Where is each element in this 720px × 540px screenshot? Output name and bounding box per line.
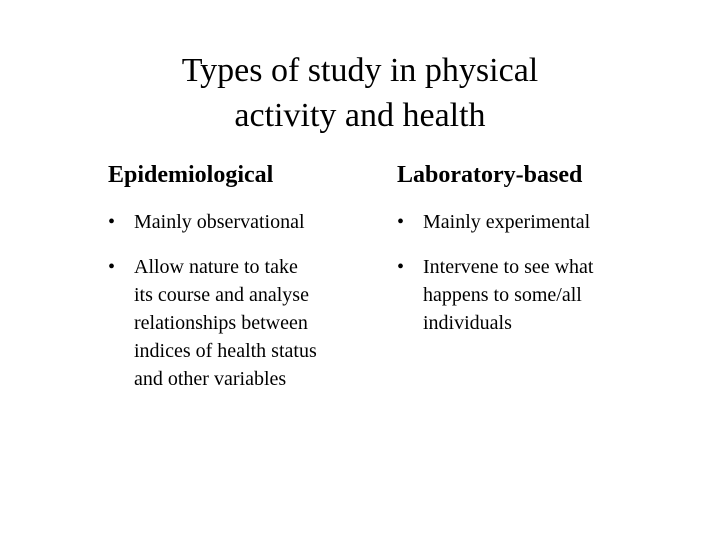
slide-title-line-1: Types of study in physical [181,52,539,89]
bullet-text-line: happens to some/all [423,284,582,306]
bullet-item [108,253,378,393]
bullet-icon: • [397,256,405,278]
epidemiological-heading: Epidemiological [108,162,274,188]
bullet-text-line: Allow nature to take [134,256,298,278]
bullet-text-line: Intervene to see what [423,256,594,278]
slide-title [0,48,720,138]
bullet-text-line: Mainly experimental [423,211,591,233]
bullet-text-line: individuals [423,312,512,334]
bullet-text-line: and other variables [134,368,287,390]
bullet-icon: • [108,211,116,233]
laboratory-bullet-list [397,208,677,337]
slide-title-line-2: activity and health [234,97,486,134]
bullet-text-line: relationships between [134,312,308,334]
bullet-text-line: Mainly observational [134,211,305,233]
bullet-item [397,253,677,337]
laboratory-heading: Laboratory-based [397,162,583,188]
bullet-item [108,208,378,236]
bullet-icon: • [108,256,116,278]
bullet-text-line: indices of health status [134,340,317,362]
epidemiological-column [108,160,378,393]
epidemiological-bullet-list [108,208,378,393]
bullet-text-line: its course and analyse [134,284,309,306]
bullet-item [397,208,677,236]
bullet-icon: • [397,211,405,233]
laboratory-column [397,160,677,337]
